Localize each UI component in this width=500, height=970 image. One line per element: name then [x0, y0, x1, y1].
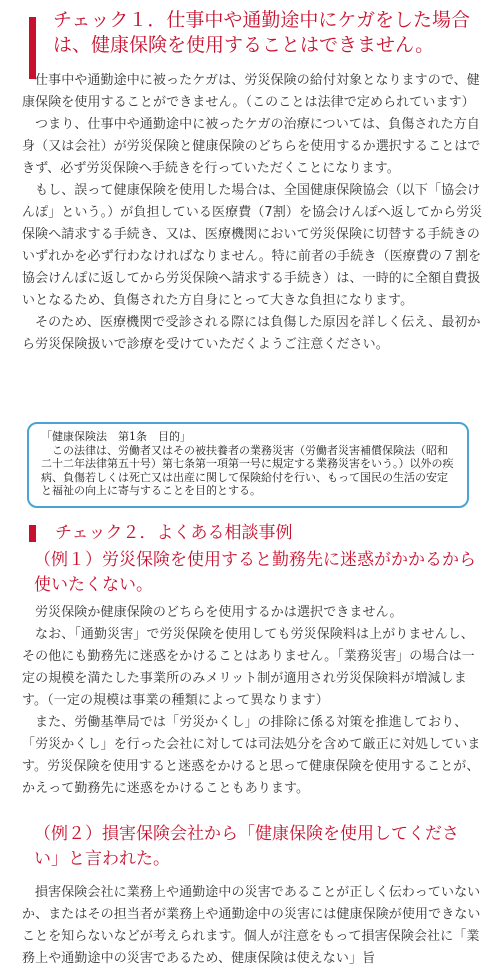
check1-paragraph: もし、誤って健康保険を使用した場合は、全国健康保険協会（以下「協会けんぽ」という。）が負担している医療費（7割）を協会けんぽへ返してから労災保険へ請求する手続き、又は、医療機関において労災保険に切替する手続きのいずれかを必ず行わなければなりません。特に前者の手続き（医療費の７割を協会けんぽに返してから労災保険へ請求する手続き）は、一時的に全額自費扱いとなるため、負傷された方自身にとって大きな負担になります。 [22, 183, 483, 308]
check1-heading-block [29, 8, 489, 58]
example2-title-block [34, 822, 484, 872]
example1-paragraph: なお、「通勤災害」で労災保険を使用しても労災保険料は上がりませんし、その他にも勤務先に迷惑をかけることはありません。「業務災害」の場合は一定の規模を満たした事業所のみメリット制が適用され労災保険料が増減します。（一定の規模は事業の種類によって異なります） [22, 627, 475, 708]
example1-body [22, 602, 486, 800]
check1-paragraph: つまり、仕事中や通勤途中に被ったケガの治療については、負傷された方自身（又は会社）が労災保険と健康保険のどちらを使用するか選択することはできず、必ず労災保険へ手続きを行っていただくことになります。 [22, 117, 481, 176]
example2-title: （例２）損害保険会社から「健康保険を使用してください」と言われた。 [34, 824, 459, 869]
check2-heading-block [29, 522, 489, 545]
heading-accent-bar [29, 525, 36, 542]
law-quote-body: この法律は、労働者又はその被扶養者の業務災害（労働者災害補償保険法（昭和二十二年法律第五十号）第七条第一項第一号に規定する業務災害をいう。）以外の疾病、負傷若しくは死亡又は出産に関して保険給付を行い、もって国民の生活の安定と福祉の向上に寄与することを目的とする。 [41, 443, 454, 497]
check1-heading: チェック１．仕事中や通勤途中にケガをした場合は、健康保険を使用することはできません。 [53, 9, 471, 56]
law-quote-box [27, 422, 469, 508]
example2-paragraph: 損害保険会社に業務上や通勤途中の災害であることが正しく伝わっていないか、またはその担当者が業務上や通勤途中の災害には健康保険が使用できないことを知らないなどが考えられます。個人が注意をもって損害保険会社に「業務上や通勤途中の災害であるため、健康保険は使えない」旨 [22, 885, 481, 966]
check2-heading: チェック２．よくある相談事例 [55, 523, 293, 543]
example2-body [22, 882, 486, 970]
example1-paragraph: また、労働基準局では「労災かくし」の排除に係る対策を推進しており、「労災かくし」を行った会社に対しては司法処分を含めて厳正に対処しています。労災保険を使用すると迷惑をかけると思って健康保険を使用することが、かえって勤務先に迷惑をかけることもあります。 [22, 715, 481, 796]
example1-title: （例１）労災保険を使用すると勤務先に迷惑がかかるから使いたくない。 [34, 550, 476, 595]
example1-paragraph: 労災保険か健康保険のどちらを使用するかは選択できません。 [35, 605, 403, 620]
check1-paragraph: 仕事中や通勤途中に被ったケガは、労災保険の給付対象となりますので、健康保険を使用することができません。（このことは法律で定められています） [22, 73, 480, 110]
check1-body [22, 70, 486, 356]
law-quote-title: 「健康保険法 第1条 目的」 [41, 430, 191, 443]
check1-paragraph: そのため、医療機関で受診される際には負傷した原因を詳しく伝え、最初から労災保険扱いで診療を受けていただくようご注意ください。 [22, 315, 481, 352]
example1-title-block [34, 548, 484, 598]
